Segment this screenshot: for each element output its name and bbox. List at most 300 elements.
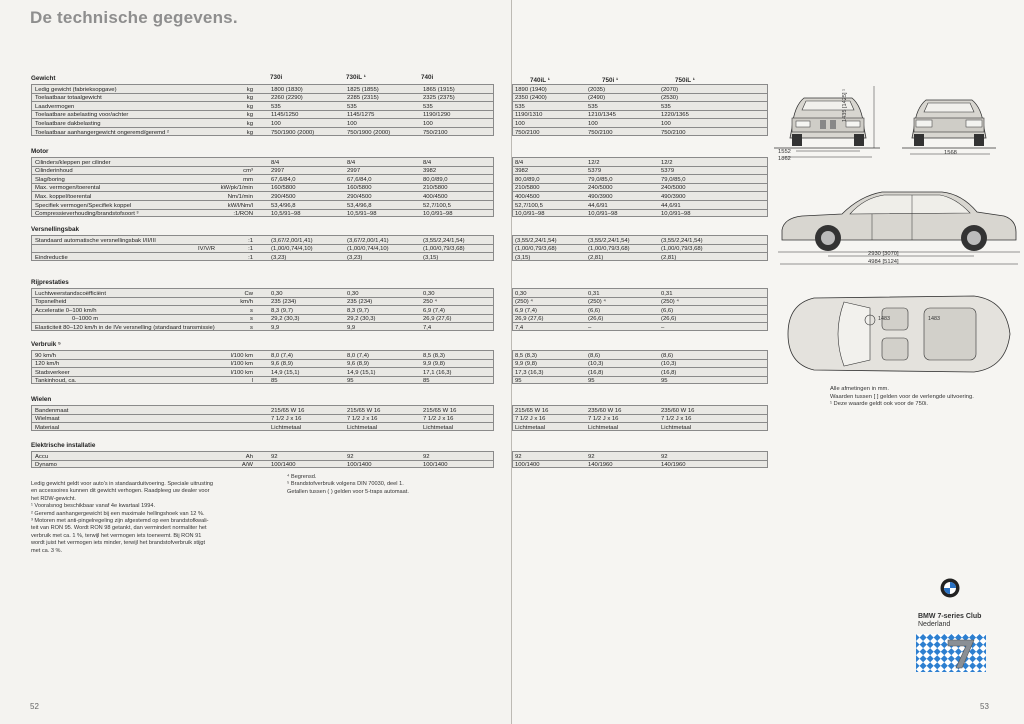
row-unit: kW/pk/1/min (220, 185, 253, 192)
club-name: BMW 7-series Club (918, 613, 982, 620)
footnote-line: wordt juist het vermogen iets minder, terwijl het brandstofverbruik stijgt (31, 540, 206, 547)
table-row (32, 289, 493, 298)
row-unit: kg (246, 95, 253, 102)
value-cell: 53,4/96,8 (347, 202, 372, 209)
value-cell: 67,6/84,0 (347, 176, 372, 183)
row-unit: l/100 km (230, 361, 253, 368)
row-label: Toelaatbare dakbelasting (35, 120, 101, 127)
value-cell: 1190/1290 (423, 112, 451, 119)
value-cell: Lichtmetaal (347, 424, 378, 431)
column-heading: 750i ¹ (602, 77, 619, 84)
value-cell: 9,9 (347, 324, 356, 331)
row-label: Toelaatbaar totaalgewicht (35, 95, 102, 102)
section-title: Wielen (31, 396, 52, 403)
value-cell: 2260 (2290) (271, 95, 303, 102)
bavarian-flag-emblem (916, 634, 986, 672)
footnote-line: ⁴ Begrensd. (287, 474, 317, 480)
row-unit: mm (243, 176, 253, 183)
row-unit: Nm/1/min (227, 193, 253, 200)
table-row (513, 128, 767, 137)
table-row (32, 236, 493, 245)
value-cell: 5379 (661, 168, 675, 175)
value-cell: 44,6/91 (588, 202, 608, 209)
footnote-line: verbruik met ca. 1 %, terwijl het vermogen iets toeneemt. Bij RON 91 (31, 532, 202, 539)
value-cell: 100 (271, 120, 281, 127)
value-cell: Lichtmetaal (588, 424, 619, 431)
row-unit: A/W (241, 462, 253, 469)
value-cell: 10,0/91–98 (423, 211, 453, 218)
row-label: Tankinhoud, ca. (35, 378, 77, 385)
row-unit: kW/l/Nm/l (227, 202, 253, 209)
row-unit: l/100 km (230, 352, 253, 359)
row-unit: kg (246, 120, 253, 127)
value-cell: 1145/1250 (271, 112, 299, 119)
table-row (32, 315, 493, 324)
value-cell: 100/1400 (271, 462, 296, 469)
value-cell: 7,4 (423, 324, 432, 331)
row-unit: s (250, 307, 253, 314)
footnote-line: en accessoires kunnen dit gewicht verhogen. Raadpleeg uw dealer voor (31, 488, 210, 495)
value-cell: 7 1/2 J x 16 (271, 416, 302, 423)
value-cell: 535 (347, 103, 357, 110)
value-cell: (3,67/2,00/1,41) (347, 237, 389, 244)
table-row (32, 184, 493, 193)
table-row (32, 111, 493, 120)
table-row (32, 192, 493, 201)
car-top-view-diagram (774, 286, 1018, 382)
dim-track-front: 1552 (778, 149, 791, 155)
dim-height: 1435 [1425] ¹ (842, 89, 848, 123)
table-row (32, 377, 493, 386)
value-cell: 1865 (1915) (423, 86, 455, 93)
table-row (513, 289, 767, 298)
value-cell: 10,0/91–98 (588, 211, 618, 218)
spec-table-left (31, 405, 494, 431)
value-cell: 210/5800 (515, 185, 540, 192)
table-row (32, 351, 493, 360)
row-unit: s (250, 324, 253, 331)
value-cell: (1,00/0,74/4,10) (347, 246, 389, 253)
value-cell: 400/4500 (423, 193, 448, 200)
footnote-line: het RDW-gewicht. (31, 495, 76, 502)
value-cell: 67,6/84,0 (271, 176, 296, 183)
value-cell: 750/2100 (661, 129, 686, 136)
value-cell: (3,15) (515, 254, 531, 261)
value-cell: 0,30 (347, 290, 359, 297)
value-cell: – (588, 324, 592, 331)
spec-table-left (31, 451, 494, 468)
value-cell: 0,31 (661, 290, 673, 297)
value-cell: – (661, 324, 665, 331)
footnote-line: ² Geremd aanhangergewicht bij een maximale hellingshoek van 12 %. (31, 510, 205, 517)
value-cell: 7 1/2 J x 16 (515, 416, 546, 423)
value-cell: 10,0/91–98 (661, 211, 691, 218)
value-cell: 0,30 (271, 290, 283, 297)
spec-table-right (512, 235, 768, 261)
spec-table-right (512, 350, 768, 384)
dim-inner-a: 1483 (878, 316, 890, 322)
footnotes-middle (287, 474, 487, 496)
page-number-right: 53 (980, 702, 989, 711)
spec-table-right (512, 451, 768, 468)
table-row (513, 167, 767, 176)
dim-wheelbase: 2930 [3070] (868, 251, 899, 257)
value-cell: 9,6 (8,9) (271, 361, 293, 368)
value-cell: 100 (661, 120, 671, 127)
value-cell: 85 (423, 378, 430, 385)
footnote-line: Getallen tussen ( ) gelden voor 5-traps automaat. (287, 488, 409, 495)
spec-table-left (31, 350, 494, 384)
club-country: Nederland (918, 621, 951, 628)
table-row (513, 192, 767, 201)
row-unit: cm³ (243, 168, 253, 175)
value-cell: 100/1400 (347, 462, 372, 469)
value-cell: 235 (234) (347, 299, 373, 306)
value-cell: 5379 (588, 168, 602, 175)
spec-table-left (31, 235, 494, 261)
value-cell: 160/5800 (271, 185, 296, 192)
table-row (513, 368, 767, 377)
value-cell: 535 (515, 103, 525, 110)
row-unit: kg (246, 103, 253, 110)
table-row (32, 415, 493, 424)
row-label: Accu (35, 453, 49, 460)
row-label: IV/V/R (198, 246, 216, 253)
value-cell: 240/5000 (661, 185, 686, 192)
value-cell: Lichtmetaal (661, 424, 692, 431)
value-cell: 8,5 (8,3) (515, 352, 537, 359)
table-row (513, 158, 767, 167)
value-cell: 2350 (2400) (515, 95, 547, 102)
column-heading: 740iL ¹ (530, 77, 550, 84)
spec-table-right (512, 405, 768, 431)
row-label: 120 km/h (35, 361, 60, 368)
table-row (32, 128, 493, 137)
value-cell: 2285 (2315) (347, 95, 379, 102)
table-row (32, 253, 493, 262)
spec-table-right (512, 84, 768, 136)
section-title: Rijprestaties (31, 279, 69, 286)
value-cell: 52,7/100,5 (423, 202, 451, 209)
value-cell: 85 (271, 378, 278, 385)
dim-track-rear: 1568 (944, 150, 957, 156)
value-cell: (2530) (661, 95, 679, 102)
spec-table-left (31, 157, 494, 217)
value-cell: (10,3) (588, 361, 604, 368)
value-cell: 14,9 (15,1) (271, 369, 300, 376)
value-cell: 1890 (1940) (515, 86, 547, 93)
value-cell: 95 (515, 378, 522, 385)
table-row (513, 360, 767, 369)
value-cell: 7 1/2 J x 16 (347, 416, 378, 423)
row-unit: :1 (248, 254, 253, 261)
section-title: Versnellingsbak (31, 226, 79, 233)
table-row (513, 94, 767, 103)
value-cell: (1,00/0,79/3,68) (515, 246, 557, 253)
value-cell: 235/60 W 16 (661, 407, 695, 414)
table-row (32, 452, 493, 461)
column-heading: 730iL ¹ (346, 74, 366, 81)
table-row (32, 368, 493, 377)
value-cell: 1210/1345 (588, 112, 616, 119)
note-line: Waarden tussen [ ] gelden voor de verlengde uitvoering. (830, 393, 974, 400)
value-cell: Lichtmetaal (515, 424, 546, 431)
value-cell: 14,9 (15,1) (347, 369, 376, 376)
row-label: Compressieverhouding/brandstofsoort ³ (35, 211, 139, 218)
value-cell: 9,9 (271, 324, 280, 331)
table-row (32, 167, 493, 176)
value-cell: 8,3 (9,7) (347, 307, 369, 314)
table-row (513, 236, 767, 245)
table-row (513, 306, 767, 315)
spec-table-right (512, 157, 768, 217)
table-row (513, 415, 767, 424)
value-cell: 44,6/91 (661, 202, 681, 209)
value-cell: 750/1900 (2000) (271, 129, 315, 136)
table-row (32, 323, 493, 332)
value-cell: 6,9 (7,4) (423, 307, 445, 314)
table-row (513, 245, 767, 254)
table-row (32, 461, 493, 470)
table-row (513, 184, 767, 193)
value-cell: 490/3900 (661, 193, 686, 200)
dim-inner-b: 1483 (928, 316, 940, 322)
value-cell: Lichtmetaal (423, 424, 454, 431)
dimension-notes (830, 386, 1020, 409)
footnote-line: met ca. 3 %. (31, 547, 63, 554)
value-cell: 750/2100 (515, 129, 540, 136)
row-label: Max. vermogen/toerental (35, 185, 101, 192)
value-cell: Lichtmetaal (271, 424, 302, 431)
value-cell: 750/1900 (2000) (347, 129, 391, 136)
value-cell: 9,6 (8,9) (347, 361, 369, 368)
value-cell: 215/65 W 16 (423, 407, 457, 414)
row-label: Materiaal (35, 424, 60, 431)
table-row (32, 245, 493, 254)
value-cell: 26,9 (27,6) (423, 316, 452, 323)
value-cell: 215/65 W 16 (515, 407, 549, 414)
table-row (32, 94, 493, 103)
value-cell: 9,9 (9,8) (423, 361, 445, 368)
table-row (513, 201, 767, 210)
row-unit: l (251, 378, 253, 385)
value-cell: (26,6) (588, 316, 604, 323)
value-cell: (16,8) (661, 369, 677, 376)
row-unit: :1 (248, 237, 253, 244)
table-row (513, 85, 767, 94)
row-label: Topsnelheid (35, 299, 67, 306)
value-cell: (6,6) (588, 307, 601, 314)
row-label: Slag/boring (35, 176, 65, 183)
table-row (513, 175, 767, 184)
value-cell: 535 (423, 103, 433, 110)
value-cell: 7 1/2 J x 16 (423, 416, 454, 423)
value-cell: (6,6) (661, 307, 674, 314)
value-cell: (3,55/2,24/1,54) (515, 237, 557, 244)
value-cell: 8,0 (7,4) (347, 352, 369, 359)
row-label: Laadvermogen (35, 103, 75, 110)
note-line: ¹ Deze waarde geldt ook voor de 750i. (830, 401, 928, 407)
value-cell: 2325 (2375) (423, 95, 455, 102)
value-cell: 12/2 (661, 159, 673, 166)
value-cell: (1,00/0,79/3,68) (661, 246, 703, 253)
value-cell: 3982 (423, 168, 437, 175)
row-label: 90 km/h (35, 352, 56, 359)
value-cell: 535 (271, 103, 281, 110)
value-cell: 750/2100 (423, 129, 448, 136)
row-label: Specifiek vermogen/Specifiek koppel (35, 202, 132, 209)
column-heading: 750iL ¹ (675, 77, 695, 84)
value-cell: 79,0/85,0 (588, 176, 613, 183)
value-cell: 1800 (1830) (271, 86, 303, 93)
value-cell: 7,4 (515, 324, 524, 331)
row-label: Acceleratie 0–100 km/h (35, 307, 97, 314)
table-row (513, 210, 767, 219)
dim-width: 1862 (778, 156, 791, 162)
row-label: Stadsverkeer (35, 369, 70, 376)
table-row (32, 119, 493, 128)
row-unit: kg (246, 86, 253, 93)
bmw-logo-icon (940, 578, 960, 598)
row-label: Wielmaat (35, 416, 60, 423)
row-unit: :1/RON (233, 211, 253, 218)
value-cell: 1220/1365 (661, 112, 689, 119)
value-cell: (1,00/0,79/3,68) (423, 246, 465, 253)
table-row (513, 351, 767, 360)
row-label: Eindreductie (35, 254, 68, 261)
table-row (32, 158, 493, 167)
row-unit: Cw (244, 290, 253, 297)
row-unit: kg (246, 112, 253, 119)
value-cell: (250) ⁴ (588, 299, 606, 306)
value-cell: 2997 (347, 168, 361, 175)
value-cell: 400/4500 (515, 193, 540, 200)
row-label: Standaard automatische versnellingsbak I/II/III (35, 237, 156, 244)
dim-length: 4984 [5124] (868, 259, 899, 265)
value-cell: (3,55/2,24/1,54) (661, 237, 703, 244)
value-cell: 100 (515, 120, 525, 127)
value-cell: 140/1960 (661, 462, 686, 469)
value-cell: 92 (588, 453, 595, 460)
value-cell: 3982 (515, 168, 529, 175)
table-row (32, 423, 493, 432)
value-cell: (3,55/2,24/1,54) (588, 237, 630, 244)
footnote-line: ³ Motoren met anti-pingelregeling zijn afgestemd op een brandstofkwali- (31, 518, 209, 525)
value-cell: 95 (661, 378, 668, 385)
row-unit: l/100 km (230, 369, 253, 376)
value-cell: 235/60 W 16 (588, 407, 622, 414)
table-row (513, 102, 767, 111)
value-cell: 750/2100 (588, 129, 613, 136)
section-title: Verbruik ⁵ (31, 341, 61, 348)
value-cell: 8/4 (347, 159, 356, 166)
value-cell: 215/65 W 16 (271, 407, 305, 414)
page-right (512, 0, 1024, 724)
table-row (32, 201, 493, 210)
value-cell: 92 (423, 453, 430, 460)
value-cell: 1145/1275 (347, 112, 375, 119)
row-unit: km/h (240, 299, 253, 306)
value-cell: 80,0/89,0 (423, 176, 448, 183)
value-cell: 8/4 (423, 159, 432, 166)
table-row (513, 298, 767, 307)
value-cell: 100 (588, 120, 598, 127)
value-cell: 95 (347, 378, 354, 385)
value-cell: 17,3 (16,3) (515, 369, 544, 376)
value-cell: 215/65 W 16 (347, 407, 381, 414)
value-cell: 92 (347, 453, 354, 460)
table-row (32, 175, 493, 184)
value-cell: 535 (661, 103, 671, 110)
value-cell: 8/4 (515, 159, 524, 166)
value-cell: 210/5800 (423, 185, 448, 192)
table-row (513, 452, 767, 461)
row-label: Toelaatbare asbelasting voor/achter (35, 112, 129, 119)
row-label: Cilinderinhoud (35, 168, 73, 175)
value-cell: (2,81) (661, 254, 677, 261)
value-cell: 0,30 (423, 290, 435, 297)
value-cell: 92 (661, 453, 668, 460)
value-cell: 0,30 (515, 290, 527, 297)
value-cell: 10,0/91–98 (515, 211, 545, 218)
value-cell: 1825 (1855) (347, 86, 379, 93)
value-cell: 79,0/85,0 (661, 176, 686, 183)
row-label: Cilinders/kleppen per cilinder (35, 159, 111, 166)
value-cell: (1,00/0,74/4,10) (271, 246, 313, 253)
value-cell: 0,31 (588, 290, 600, 297)
table-row (513, 377, 767, 386)
value-cell: (3,55/2,24/1,54) (423, 237, 465, 244)
value-cell: 235 (234) (271, 299, 297, 306)
value-cell: 100 (347, 120, 357, 127)
footnote-line: teit van RON 95. Wordt RON 98 getankt, dan vermindert normaliter het (31, 525, 207, 532)
row-unit: :1 (248, 246, 253, 253)
table-row (32, 306, 493, 315)
section-title: Motor (31, 148, 49, 155)
value-cell: (3,15) (423, 254, 439, 261)
footnote-line: ¹ Vooralsnog beschikbaar vanaf 4e kwartaal 1994. (31, 503, 156, 510)
value-cell: (10,3) (661, 361, 677, 368)
value-cell: 92 (515, 453, 522, 460)
value-cell: 10,5/91–98 (271, 211, 301, 218)
column-heading: 730i (270, 74, 283, 81)
table-row (32, 406, 493, 415)
section-title: Gewicht (31, 75, 56, 82)
value-cell: 490/3900 (588, 193, 613, 200)
row-label: Ledig gewicht (fabrieksopgave) (35, 86, 117, 93)
footnote-line: Ledig gewicht geldt voor auto's in standaarduitvoering. Speciale uitrusting (31, 481, 214, 487)
value-cell: (8,6) (588, 352, 601, 359)
table-row (513, 423, 767, 432)
value-cell: 1190/1310 (515, 112, 543, 119)
value-cell: 12/2 (588, 159, 600, 166)
table-row (513, 461, 767, 470)
value-cell: 80,0/89,0 (515, 176, 540, 183)
value-cell: 6,9 (7,4) (515, 307, 537, 314)
row-label: Luchtweerstandscoëfficiënt (35, 290, 106, 297)
table-row (513, 406, 767, 415)
spec-table-left (31, 84, 494, 136)
value-cell: 290/4500 (271, 193, 296, 200)
spec-table-left (31, 288, 494, 331)
value-cell: (250) ⁴ (661, 299, 679, 306)
note-line: Alle afmetingen in mm. (830, 386, 889, 392)
row-label: 0–1000 m (72, 316, 99, 323)
value-cell: (8,6) (661, 352, 674, 359)
value-cell: 95 (588, 378, 595, 385)
value-cell: 8,5 (8,3) (423, 352, 445, 359)
table-row (32, 298, 493, 307)
